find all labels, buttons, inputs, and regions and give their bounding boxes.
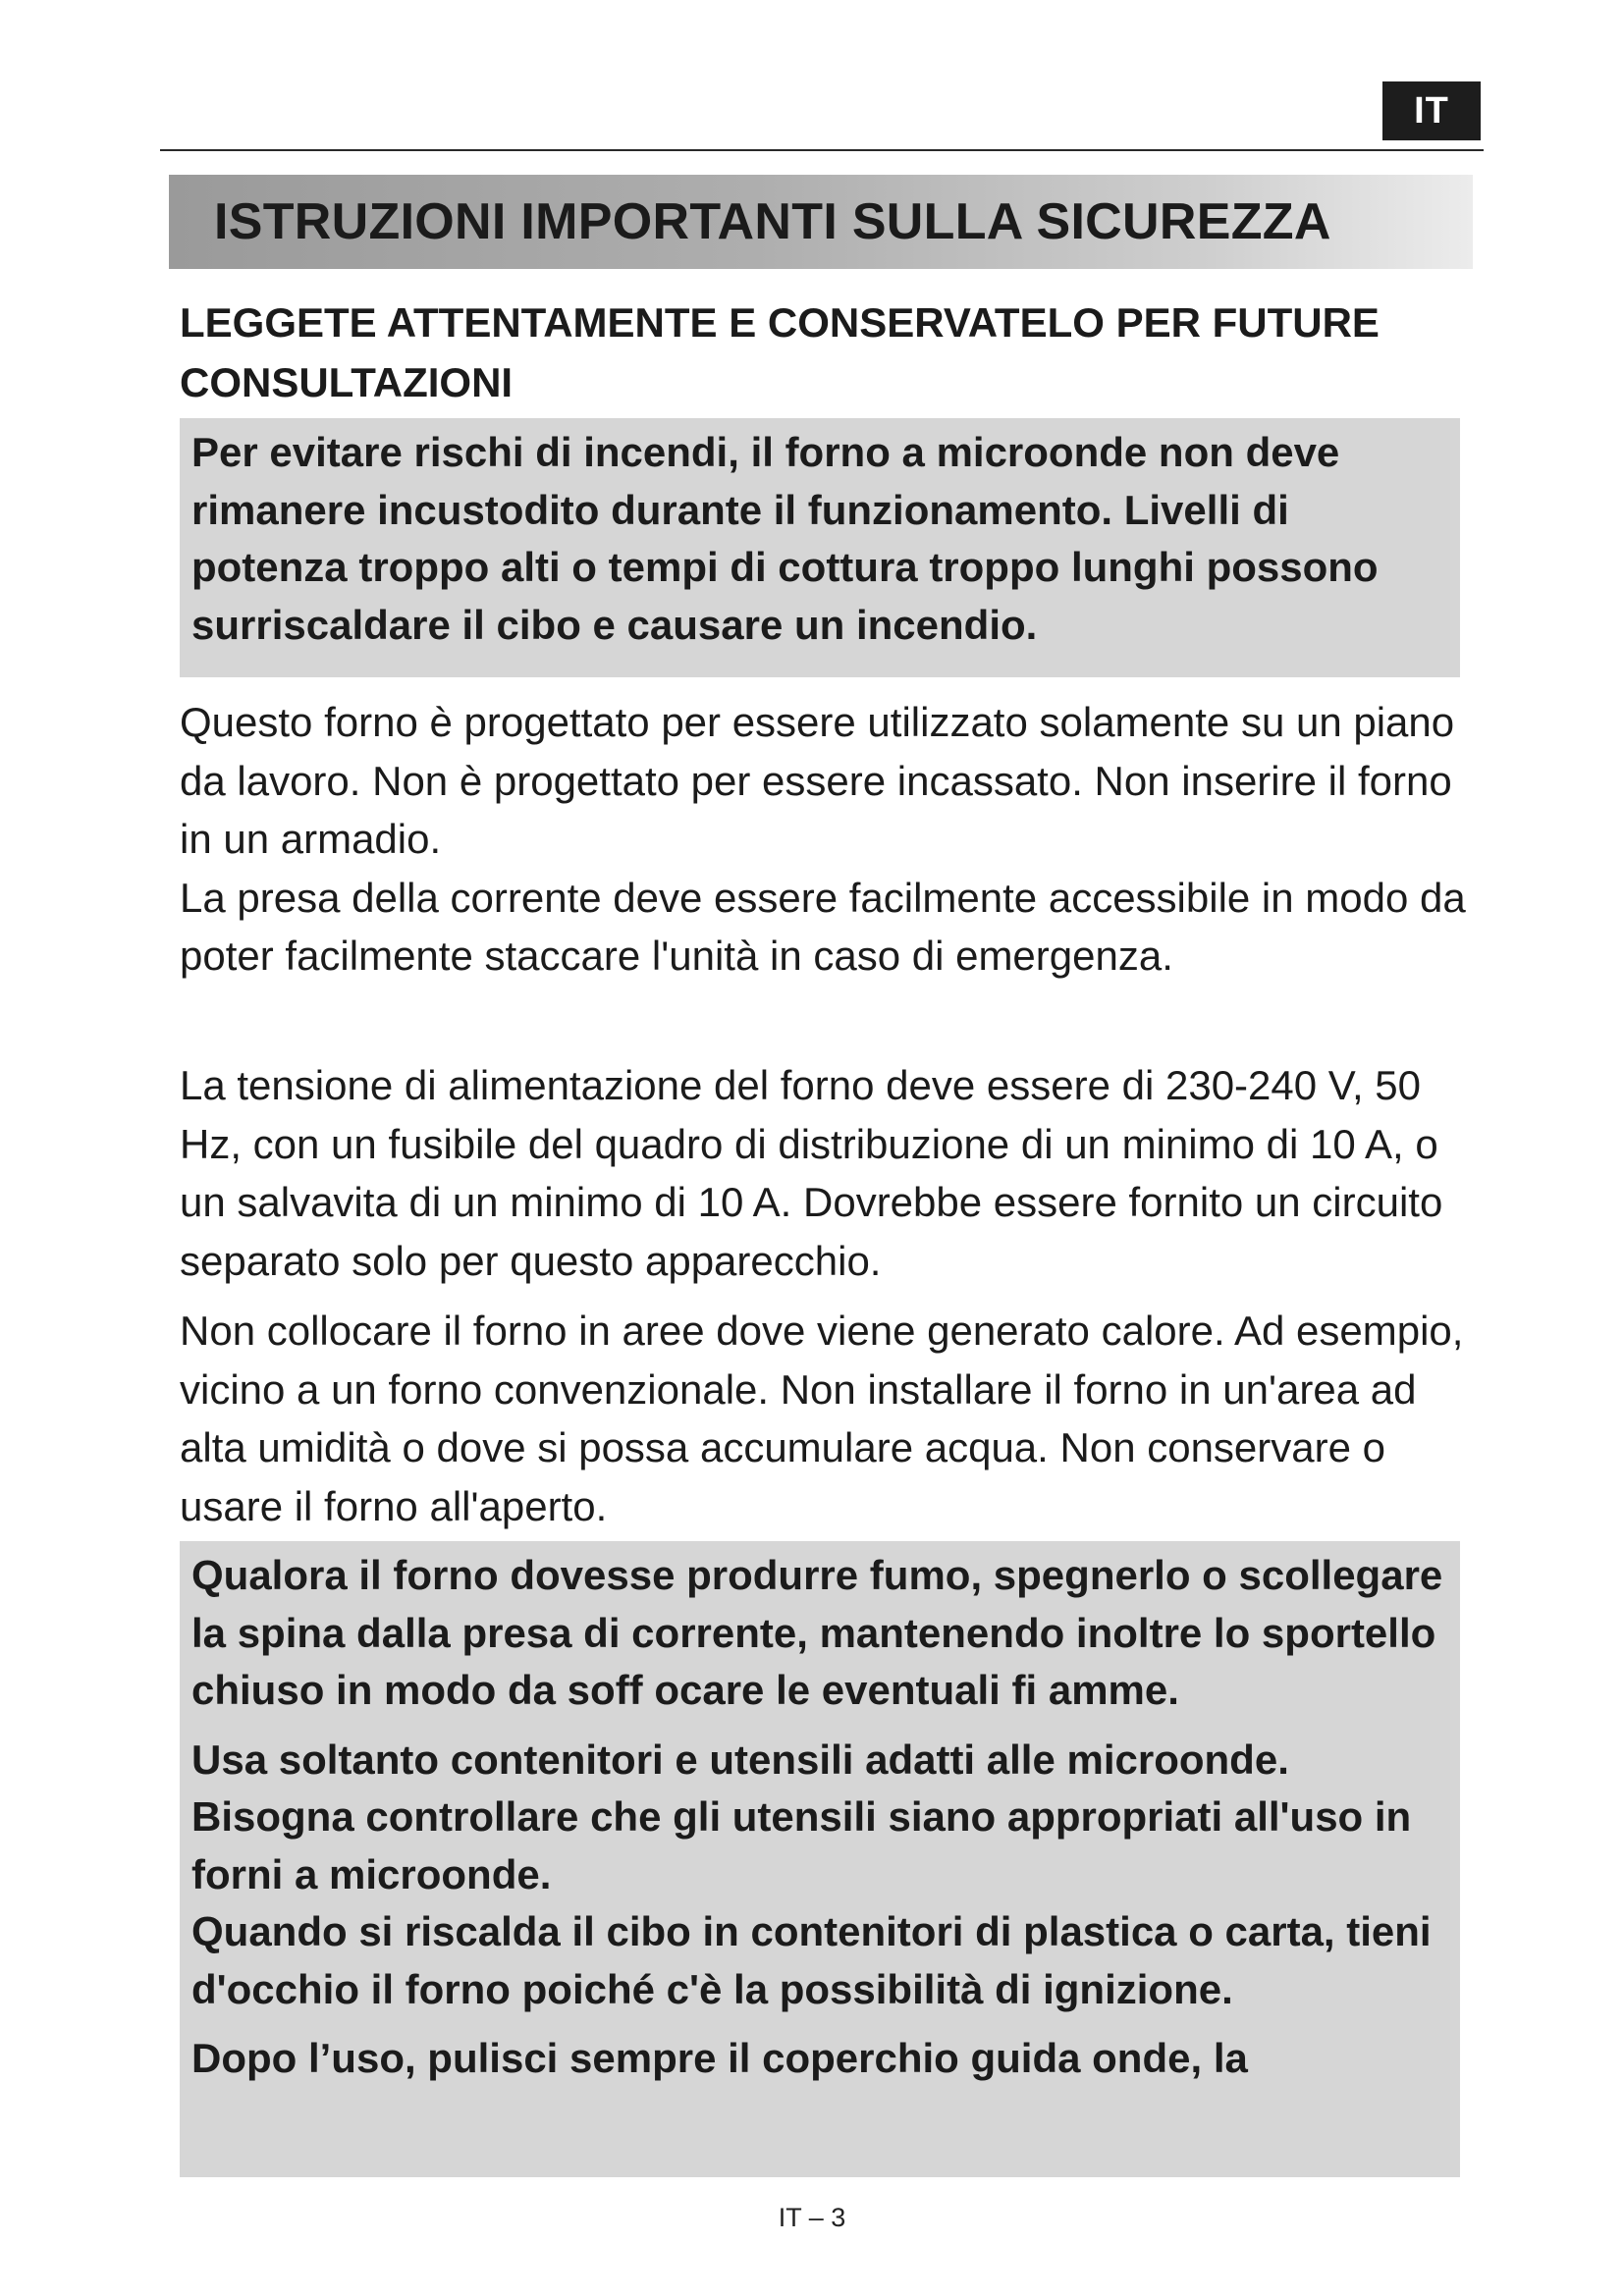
warning-utensils-text: Usa soltanto contenitori e utensili adatti alle microonde. Bisogna controllare che gli utensili siano appropriati all'uso in forni a microonde. <box>191 1735 1412 1897</box>
section-title: ISTRUZIONI IMPORTANTI SULLA SICUREZZA <box>214 193 1331 250</box>
warning-box-fire <box>180 418 1460 677</box>
warning-cleaning-text: Dopo l’uso, pulisci sempre il coperchio guida onde, la <box>191 2035 1248 2081</box>
body-paragraph-socket: La presa della corrente deve essere facilmente accessibile in modo da poter facilmente staccare l'unità in caso di emergenza. <box>180 874 1466 979</box>
warning-fire-text: Per evitare rischi di incendi, il forno a microonde non deve rimanere incustodito durante il funzionamento. Livelli di potenza troppo alti o tempi di cottura troppo lunghi possono surriscaldare il cibo e causare un incendio. <box>191 429 1379 648</box>
warning-box-usage <box>180 1541 1460 2177</box>
subtitle: LEGGETE ATTENTAMENTE E CONSERVATELO PER FUTURE CONSULTAZIONI <box>180 299 1380 405</box>
language-badge: IT <box>1382 81 1481 140</box>
body-block-2 <box>180 1056 1466 1290</box>
warning-plastic-text: Quando si riscalda il cibo in contenitori di plastica o carta, tieni d'occhio il forno poiché c'è la possibilità di ignizione. <box>191 1908 1432 2012</box>
body-paragraph-voltage: La tensione di alimentazione del forno deve essere di 230-240 V, 50 Hz, con un fusibile del quadro di distribuzione di un minimo di 10 A, o un salvavita di un minimo di 10 A. Dovrebbe essere fornito un circuito separato solo per questo apparecchio. <box>180 1062 1443 1284</box>
body-block-1 <box>180 693 1466 986</box>
body-paragraph-location: Non collocare il forno in aree dove viene generato calore. Ad esempio, vicino a un forno convenzionale. Non installare il forno in un'area ad alta umidità o dove si possa accumulare acqua. Non conservare o usare il forno all'aperto. <box>180 1308 1464 1529</box>
section-title-bar <box>169 175 1473 269</box>
warning-smoke-text: Qualora il forno dovesse produrre fumo, spegnerlo o scollegare la spina dalla presa di corrente, mantenendo inoltre lo sportello chiuso in modo da soff ocare le eventuali fi amme. <box>191 1552 1443 1713</box>
body-block-3 <box>180 1302 1466 1535</box>
page-number: IT – 3 <box>778 2203 846 2232</box>
header-rule <box>160 149 1484 151</box>
body-paragraph-placement: Questo forno è progettato per essere utilizzato solamente su un piano da lavoro. Non è progettato per essere incassato. Non inserire il forno in un armadio. <box>180 699 1455 862</box>
